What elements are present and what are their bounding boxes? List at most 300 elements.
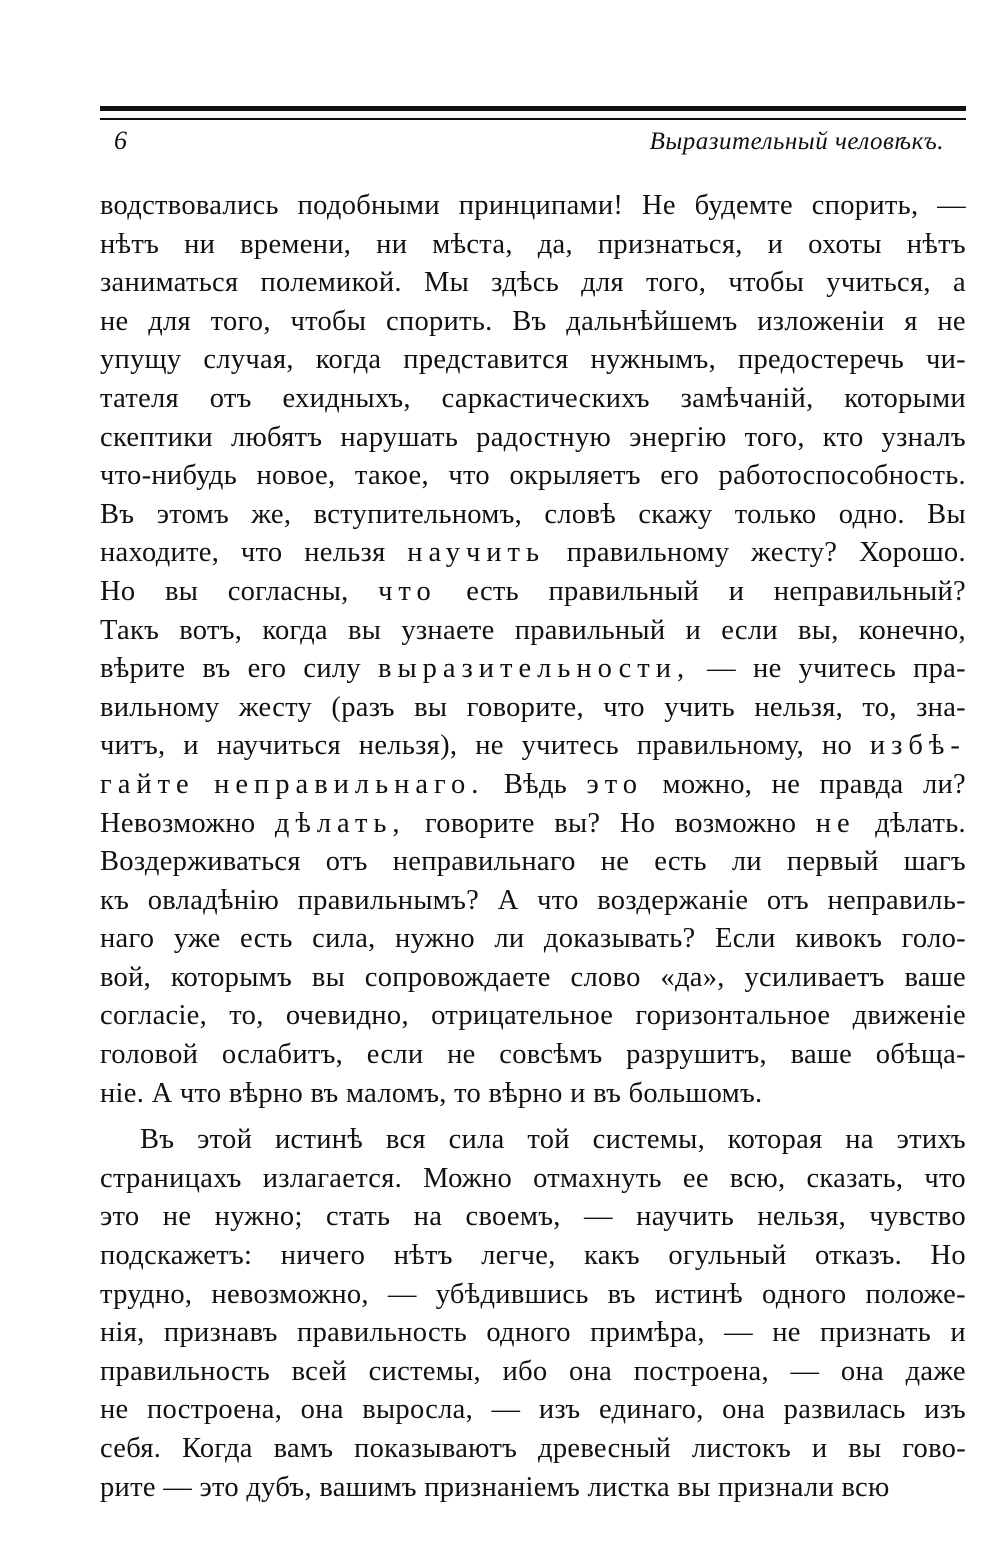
word: одного: [486, 1317, 571, 1349]
word: А: [151, 1077, 180, 1109]
word: разрушитъ,: [626, 1039, 767, 1071]
word: правильному,: [636, 730, 805, 762]
word: не: [600, 846, 630, 878]
word: въ: [310, 1077, 347, 1109]
word: если: [366, 1039, 424, 1071]
word: Невозможно: [100, 807, 256, 839]
word: находите,: [100, 537, 220, 569]
word: «да»,: [660, 961, 725, 993]
word: дѣлать.: [875, 807, 966, 839]
word: нѣтъ: [393, 1240, 453, 1272]
word: когда: [262, 614, 328, 646]
word: къ: [100, 884, 130, 916]
text-line: [100, 997, 966, 1036]
word: голо-: [901, 923, 966, 955]
body-text: [100, 187, 966, 1507]
word: признаніемъ: [424, 1471, 588, 1503]
word: не: [100, 1394, 129, 1426]
word: что-нибудь: [100, 460, 238, 492]
word: да,: [537, 228, 573, 260]
paragraph: [100, 1121, 966, 1507]
text-line: [100, 1198, 966, 1237]
word: есть: [654, 846, 707, 878]
word: вильному: [100, 691, 220, 723]
word: Въ: [140, 1124, 175, 1156]
word: новое,: [256, 460, 336, 492]
word: гово-: [902, 1433, 966, 1464]
word: ничего: [280, 1240, 366, 1272]
word: Въ: [512, 305, 547, 337]
word: ни: [376, 228, 408, 260]
text-line: [100, 1276, 966, 1315]
word: единаго,: [598, 1394, 704, 1426]
word: жесту: [238, 691, 313, 723]
word: она: [300, 1394, 344, 1426]
text-line: [100, 959, 966, 998]
word: мѣста,: [432, 228, 513, 260]
text-line: [100, 612, 966, 651]
word: въ: [607, 1278, 636, 1310]
text-line: [100, 727, 966, 766]
word: совсѣмъ: [499, 1039, 603, 1071]
word: ли?: [922, 768, 966, 800]
word: неправильнаго.: [214, 768, 485, 800]
word: на: [413, 1201, 443, 1233]
word: учить: [664, 691, 735, 723]
running-header: [100, 126, 966, 162]
word: для: [581, 267, 624, 299]
word: воздержаніе: [597, 884, 749, 916]
word: вступительномъ,: [313, 498, 523, 530]
word: отъ: [766, 884, 809, 916]
word: спорить,: [811, 190, 919, 221]
word: учитесь: [521, 730, 619, 762]
word: очевидно,: [285, 1000, 409, 1032]
word: жесту?: [751, 537, 838, 569]
word: какъ: [584, 1240, 640, 1272]
word: первый: [786, 846, 879, 878]
word: согласіе,: [100, 1000, 208, 1032]
word: правильному: [566, 537, 730, 569]
word: —: [724, 1317, 753, 1349]
word: выросла,: [362, 1394, 474, 1426]
word: правильность: [100, 1355, 270, 1387]
word: чтобы: [290, 305, 367, 337]
word: всей: [291, 1355, 347, 1387]
text-line: [100, 341, 966, 380]
word: сказать,: [806, 1162, 904, 1194]
word: предостеречь: [737, 344, 905, 376]
word: Воздерживаться: [100, 846, 301, 878]
word: скептики: [100, 421, 213, 453]
word: вамъ: [273, 1433, 334, 1464]
word: если: [721, 614, 778, 646]
word: А: [497, 884, 519, 916]
paragraph-gap: [100, 1113, 966, 1121]
word: и: [728, 575, 745, 607]
word: можно,: [662, 768, 753, 800]
word: движеніе: [852, 1000, 966, 1032]
word: нужно: [395, 923, 475, 955]
text-line: [100, 1430, 966, 1469]
word: головой: [100, 1039, 199, 1071]
word: вы: [848, 1433, 882, 1464]
word: Хорошо.: [858, 537, 966, 569]
word: Когда: [181, 1433, 253, 1464]
word: такое,: [354, 460, 429, 492]
word: что: [179, 1077, 229, 1109]
word: она: [722, 1394, 766, 1426]
word: охоты: [808, 228, 882, 260]
word: —: [707, 653, 736, 685]
word: кто: [822, 421, 864, 453]
word: одно.: [838, 498, 905, 530]
word: что: [378, 575, 437, 607]
word: словѣ: [544, 498, 616, 530]
text-line: [100, 1237, 966, 1276]
word: построена,: [146, 1394, 283, 1426]
word: научить: [407, 537, 546, 569]
word: истинѣ: [654, 1278, 743, 1310]
word: примѣра,: [590, 1317, 705, 1349]
word: правда: [819, 768, 904, 800]
word: водствовались: [100, 190, 279, 221]
word: —: [790, 1355, 820, 1387]
word: овладѣнію: [147, 884, 280, 916]
word: которая: [727, 1124, 823, 1156]
word: я: [904, 305, 918, 337]
word: случая,: [203, 344, 294, 376]
word: построена,: [633, 1355, 769, 1387]
word: будемте: [694, 190, 793, 221]
word: отъ: [325, 846, 368, 878]
word: признали: [718, 1471, 842, 1503]
text-line: [100, 1036, 966, 1075]
text-line: [100, 1353, 966, 1392]
word: и: [570, 1077, 594, 1109]
word: вы,: [798, 614, 839, 646]
word: ваше: [790, 1039, 853, 1071]
word: отъ: [209, 382, 252, 414]
word: полемикой.: [260, 267, 402, 299]
word: что: [448, 460, 490, 492]
word: замѣчаній,: [680, 382, 814, 414]
word: своемъ,: [465, 1201, 561, 1233]
word: времени,: [240, 228, 352, 260]
word: признаться,: [597, 228, 743, 260]
word: трудно,: [100, 1278, 193, 1310]
word: ехидныхъ,: [282, 382, 411, 414]
word: ли: [494, 923, 525, 955]
word: пра-: [913, 653, 966, 685]
word: даже: [905, 1355, 966, 1387]
word: этой: [197, 1124, 253, 1156]
header-rule-thin: [100, 118, 966, 120]
word: вы?: [554, 807, 601, 839]
word: всю,: [729, 1162, 786, 1194]
word: согласны,: [227, 575, 349, 607]
word: здѣсь: [491, 267, 560, 299]
word: изъ: [538, 1394, 581, 1426]
word: подобными: [297, 190, 440, 221]
word: нужнымъ,: [590, 344, 716, 376]
word: говорите,: [466, 691, 584, 723]
word: на: [845, 1124, 874, 1156]
word: древесный: [538, 1433, 672, 1464]
word: тателя: [100, 382, 179, 414]
word: —: [491, 1394, 521, 1426]
word: любятъ: [230, 421, 323, 453]
text-line: [100, 457, 966, 496]
word: научиться: [216, 730, 341, 762]
word: вы: [348, 614, 382, 646]
word: этомъ: [156, 498, 229, 530]
running-title: Выразительный человѣкъ.: [649, 128, 944, 155]
word: усиливаетъ: [744, 961, 885, 993]
word: —: [163, 1471, 200, 1503]
word: саркастическихъ: [441, 382, 650, 414]
word: и: [685, 614, 702, 646]
word: Если: [714, 923, 776, 955]
header-rule-thick: [100, 106, 966, 111]
text-line: [100, 650, 966, 689]
word: которыми: [844, 382, 966, 414]
word: вы: [311, 961, 346, 993]
word: дальнѣйшемъ: [566, 305, 738, 337]
word: упущу: [100, 344, 182, 376]
word: себя.: [100, 1433, 162, 1464]
page-number: 6: [114, 126, 127, 155]
word: узналъ: [881, 421, 966, 453]
word: не: [937, 305, 966, 337]
word: одного: [761, 1278, 847, 1310]
paragraph: [100, 187, 966, 1113]
word: есть: [466, 575, 519, 607]
word: нѣтъ: [906, 228, 966, 260]
word: Не: [642, 190, 676, 221]
word: изложеніи: [757, 305, 885, 337]
text-line: [100, 187, 966, 226]
word: правильный: [514, 614, 666, 646]
word: вотъ,: [179, 614, 243, 646]
word: истинѣ: [274, 1124, 364, 1156]
word: наго: [100, 923, 155, 955]
text-line: [100, 1469, 966, 1508]
word: окрыляетъ: [509, 460, 641, 492]
word: это: [199, 1471, 247, 1503]
word: ли: [731, 846, 762, 878]
word: горизонтальное: [635, 1000, 831, 1032]
word: и: [811, 1433, 828, 1464]
word: Мы: [423, 267, 470, 299]
word: энергію: [629, 421, 727, 453]
word: доказывать?: [543, 923, 696, 955]
word: дѣлать,: [274, 807, 406, 839]
word: но: [821, 730, 853, 762]
text-line: [100, 573, 966, 612]
word: невозможно,: [211, 1278, 369, 1310]
word: нія,: [100, 1317, 145, 1349]
word: листка: [587, 1471, 678, 1503]
word: не: [771, 768, 801, 800]
word: —: [584, 1201, 613, 1233]
word: это: [586, 768, 644, 800]
word: работоспособность.: [718, 460, 966, 492]
text-line: [100, 496, 966, 535]
word: шагъ: [903, 846, 966, 878]
word: узнаете: [401, 614, 495, 646]
word: чувство: [869, 1201, 966, 1233]
word: вой,: [100, 961, 152, 993]
word: вашимъ: [319, 1471, 425, 1503]
word: не: [753, 653, 782, 685]
word: читъ,: [100, 730, 166, 762]
word: изъ: [924, 1394, 966, 1426]
word: страницахъ: [100, 1162, 242, 1194]
word: отказъ.: [814, 1240, 903, 1272]
word: вы: [414, 691, 448, 723]
word: не: [447, 1039, 476, 1071]
word: спорить.: [385, 305, 493, 337]
word: огульный: [668, 1240, 787, 1272]
word: уже: [173, 923, 221, 955]
word: то,: [229, 1000, 264, 1032]
word: вы: [677, 1471, 718, 1503]
word: вся: [385, 1124, 426, 1156]
word: неправиль-: [827, 884, 966, 916]
text-line: [100, 380, 966, 419]
word: большомъ.: [628, 1077, 763, 1109]
word: кивокъ: [795, 923, 883, 955]
word: только: [734, 498, 817, 530]
word: Но: [930, 1240, 966, 1272]
text-line: [100, 1075, 966, 1114]
word: Такъ: [100, 614, 160, 646]
word: Но: [100, 575, 136, 607]
word: сила,: [312, 923, 376, 955]
word: сопровождаете: [364, 961, 551, 993]
word: подскажетъ:: [100, 1240, 253, 1272]
word: что: [924, 1162, 966, 1194]
word: развилась: [783, 1394, 906, 1426]
word: въ: [593, 1077, 629, 1109]
word: ослабитъ,: [221, 1039, 344, 1071]
word: вѣрите: [100, 653, 186, 685]
word: чтобы: [728, 267, 805, 299]
word: что: [537, 884, 579, 916]
word: легче,: [481, 1240, 556, 1272]
word: ее: [682, 1162, 709, 1194]
word: когда: [315, 344, 382, 376]
word: того,: [744, 421, 805, 453]
word: избѣ-: [869, 730, 966, 762]
word: и: [183, 730, 199, 762]
word: убѣдившись: [435, 1278, 589, 1310]
text-line: [100, 303, 966, 342]
text-line: [100, 534, 966, 573]
word: представится: [403, 344, 569, 376]
word: нужно;: [214, 1201, 303, 1233]
word: принципами!: [458, 190, 624, 221]
word: правильный: [548, 575, 700, 607]
word: не: [475, 730, 504, 762]
word: вѣрно: [488, 1077, 571, 1109]
word: въ: [202, 653, 231, 685]
word: рите: [100, 1471, 164, 1503]
text-line: [100, 1314, 966, 1353]
word: которымъ: [170, 961, 293, 993]
word: что: [240, 537, 283, 569]
word: неправильный?: [773, 575, 966, 607]
word: выразительности,: [378, 653, 691, 685]
word: излагается.: [262, 1162, 403, 1194]
word: маломъ,: [346, 1077, 455, 1109]
word: признавъ: [163, 1317, 278, 1349]
word: нельзя: [304, 537, 386, 569]
word: того,: [646, 267, 707, 299]
word: нарушать: [340, 421, 459, 453]
text-line: [100, 766, 966, 805]
text-line: [100, 264, 966, 303]
word: это: [100, 1201, 140, 1233]
text-line: [100, 920, 966, 959]
word: Въ: [100, 498, 135, 530]
word: зна-: [916, 691, 966, 723]
word: не: [100, 305, 129, 337]
word: ибо: [502, 1355, 548, 1387]
word: вѣрно: [228, 1077, 311, 1109]
text-line: [100, 419, 966, 458]
word: правильнымъ?: [297, 884, 480, 916]
word: не: [162, 1201, 192, 1233]
word: отмахнуть: [533, 1162, 662, 1194]
word: вы: [164, 575, 199, 607]
word: учитесь: [798, 653, 897, 685]
word: и: [767, 228, 784, 260]
word: его: [247, 653, 287, 685]
word: возможно: [674, 807, 797, 839]
word: для: [148, 305, 191, 337]
text-line: [100, 689, 966, 728]
word: гайте: [100, 768, 195, 800]
word: положе-: [865, 1278, 966, 1310]
word: обѣща-: [875, 1039, 966, 1071]
word: ни: [184, 228, 216, 260]
word: Вѣдь: [503, 768, 568, 800]
text-line: [100, 1391, 966, 1430]
word: чи-: [926, 344, 966, 376]
word: заниматься: [100, 267, 239, 299]
word: научить: [636, 1201, 734, 1233]
word: признать: [820, 1317, 932, 1349]
word: дубъ,: [246, 1471, 320, 1503]
word: конечно,: [858, 614, 966, 646]
word: листокъ: [691, 1433, 792, 1464]
text-line: [100, 1121, 966, 1160]
text-line: [100, 843, 966, 882]
word: то,: [862, 691, 897, 723]
word: нельзя,: [757, 1201, 847, 1233]
word: и: [950, 1317, 966, 1349]
word: не: [772, 1317, 801, 1349]
word: ніе.: [100, 1077, 152, 1109]
word: Но: [619, 807, 656, 839]
word: что: [603, 691, 645, 723]
word: показываютъ: [354, 1433, 518, 1464]
word: не: [815, 807, 856, 839]
word: нельзя,: [754, 691, 844, 723]
word: говорите: [425, 807, 535, 839]
